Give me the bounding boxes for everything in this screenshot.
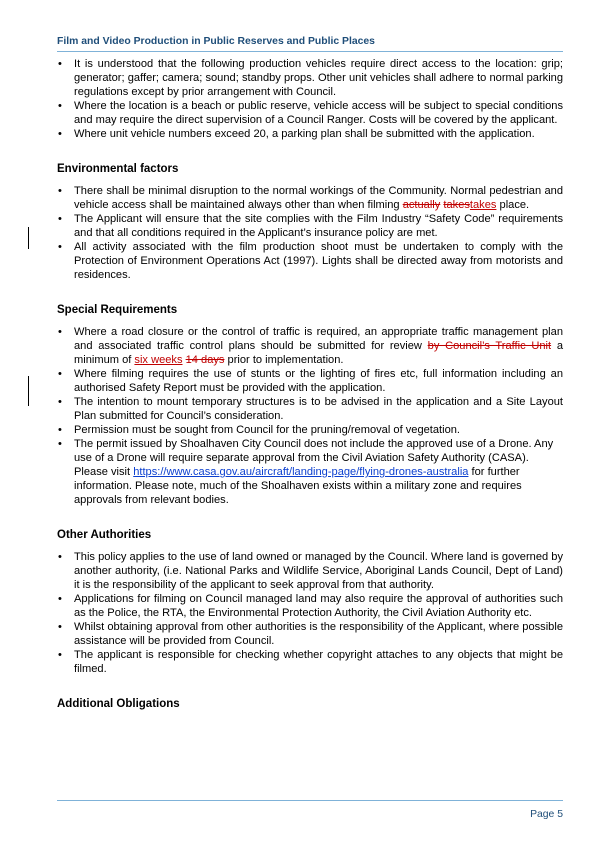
header-rule — [57, 51, 563, 52]
bullet-icon: • — [58, 326, 62, 338]
bullet-icon: • — [58, 58, 62, 70]
deleted-text: 14 days — [185, 354, 225, 366]
list-item-text: a minimum of — [74, 340, 563, 366]
bullet-icon: • — [58, 593, 62, 605]
list-item-text: The permit issued by Shoalhaven City Council does not include the approved use of a Drone. Any use of a Drone will require separate approval from the Civil Aviation Safety Authority (CASA). Please visit — [74, 438, 554, 478]
intro-bullet-list — [57, 57, 563, 141]
list-item-text: Where a road closure or the control of traffic is required, an appropriate traffic management plan and associated traffic control plans should be submitted for review — [74, 326, 563, 352]
special-bullet-list — [57, 325, 563, 507]
list-item — [57, 437, 563, 507]
bullet-icon: • — [58, 185, 62, 197]
other-authorities-bullet-list — [57, 550, 563, 676]
list-item — [57, 99, 563, 127]
list-item-text: Whilst obtaining approval from other authorities is the responsibility of the Applicant, where possible assistance will be provided from Council. — [74, 621, 563, 647]
list-item — [57, 550, 563, 592]
deleted-text: takes — [443, 199, 470, 211]
list-item — [57, 648, 563, 676]
list-item — [57, 592, 563, 620]
list-item-text: for further information. Please note, much of the Shoalhaven exists within a military zone and requires approvals from relevant bodies. — [74, 466, 522, 506]
deleted-text: by Council’s Traffic Unit — [427, 340, 552, 352]
list-item — [57, 57, 563, 99]
bullet-icon: • — [58, 621, 62, 633]
section-heading-environmental: Environmental factors — [57, 163, 179, 175]
list-item-text: Applications for filming on Council managed land may also require the approval of authorities such as the Police, the RTA, the Environmental Protection Authority, the Civil Aviation Authority etc. — [74, 593, 563, 619]
list-item-text: The intention to mount temporary structures is to be advised in the application and a Site Layout Plan submitted for Council’s consideration. — [74, 396, 563, 422]
list-item — [57, 240, 563, 282]
bullet-icon: • — [58, 438, 62, 450]
list-item-text: The Applicant will ensure that the site complies with the Film Industry “Safety Code” requirements and that all conditions required in the Applicant’s insurance policy are met. — [74, 213, 563, 239]
bullet-icon: • — [58, 100, 62, 112]
list-item-text: Where the location is a beach or public reserve, vehicle access will be subject to special conditions and may require the direct supervision of a Council Ranger. Costs will be covered by the applicant. — [74, 100, 563, 126]
document-body — [57, 57, 563, 711]
bullet-icon: • — [58, 396, 62, 408]
list-item-text: prior to implementation. — [224, 354, 344, 366]
list-item-text: There shall be minimal disruption to the normal workings of the Community. Normal pedestrian and vehicle access shall be maintained always other than when filming — [74, 185, 563, 211]
footer-rule — [57, 800, 563, 801]
casa-drones-link[interactable]: https://www.casa.gov.au/aircraft/landing-page/flying-drones-australia — [133, 466, 469, 478]
bullet-icon: • — [58, 241, 62, 253]
page-number: Page 5 — [530, 809, 563, 820]
inserted-text: takes — [469, 199, 497, 211]
bullet-icon: • — [58, 551, 62, 563]
list-item — [57, 325, 563, 367]
list-item-text: Where filming requires the use of stunts or the lighting of fires etc, full information including an authorised Safety Report must be provided with the application. — [74, 368, 563, 394]
section-heading-additional-obligations: Additional Obligations — [57, 698, 180, 710]
section-heading-other-authorities: Other Authorities — [57, 529, 152, 541]
bullet-icon: • — [58, 649, 62, 661]
list-item-text: It is understood that the following production vehicles require direct access to the location: grip; generator; gaffer; camera; sound; standby props. Other unit vehicles shall adhere to normal parking regulations except by prior arrangement with Council. — [74, 58, 563, 98]
bullet-icon: • — [58, 213, 62, 225]
list-item — [57, 620, 563, 648]
change-bar — [28, 227, 29, 249]
list-item — [57, 395, 563, 423]
list-item — [57, 184, 563, 212]
bullet-icon: • — [58, 368, 62, 380]
list-item-text: place. — [496, 199, 530, 211]
list-item-text: This policy applies to the use of land owned or managed by the Council. Where land is governed by another authority, (i.e. National Parks and Wildlife Service, Aboriginal Lands Council, Dept of Land) it is the responsibility of the applicant to seek approval from that authority. — [74, 551, 563, 591]
list-item — [57, 127, 563, 141]
list-item — [57, 367, 563, 395]
list-item-text: All activity associated with the film production shoot must be undertaken to comply with the Protection of Environment Operations Act (1997). Lights shall be directed away from motorists and residences. — [74, 241, 563, 281]
section-heading-special: Special Requirements — [57, 304, 178, 316]
list-item — [57, 423, 563, 437]
environmental-bullet-list — [57, 184, 563, 282]
bullet-icon: • — [58, 424, 62, 436]
page-header-title: Film and Video Production in Public Reserves and Public Places — [57, 36, 375, 47]
list-item-text: The applicant is responsible for checking whether copyright attaches to any objects that might be filmed. — [74, 649, 563, 675]
change-bar — [28, 376, 29, 406]
list-item-text: Where unit vehicle numbers exceed 20, a parking plan shall be submitted with the application. — [74, 128, 535, 140]
inserted-text: six weeks — [134, 354, 183, 366]
list-item-text: Permission must be sought from Council for the pruning/removal of vegetation. — [74, 424, 461, 436]
bullet-icon: • — [58, 128, 62, 140]
deleted-text: actually — [402, 199, 441, 211]
list-item — [57, 212, 563, 240]
